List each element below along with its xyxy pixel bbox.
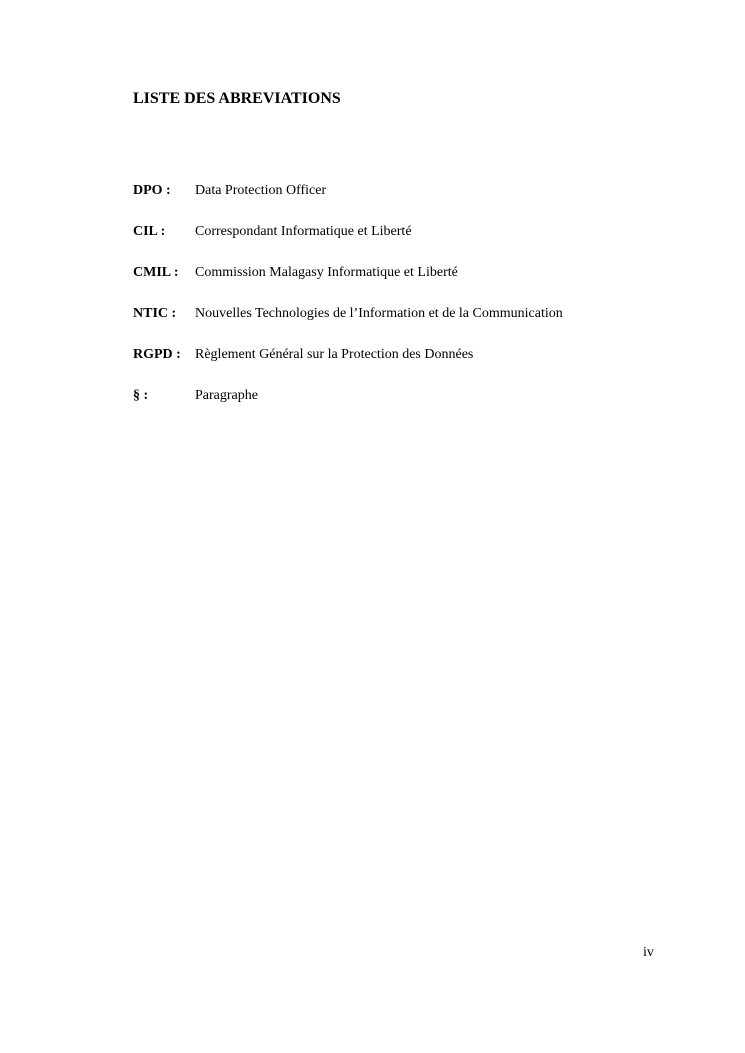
- abbreviation-term: DPO :: [133, 183, 171, 198]
- abbreviation-row-cmil: [133, 264, 563, 305]
- abbreviation-row-ntic: [133, 305, 563, 346]
- abbreviation-row-dpo: [133, 182, 563, 223]
- abbreviation-term: RGPD :: [133, 347, 181, 362]
- abbreviation-row-paragraph: [133, 387, 563, 428]
- abbreviation-list: [133, 182, 563, 428]
- abbreviation-row-rgpd: [133, 346, 563, 387]
- abbreviation-row-cil: [133, 223, 563, 264]
- abbreviation-definition: Correspondant Informatique et Liberté: [195, 224, 412, 239]
- abbreviation-definition: Data Protection Officer: [195, 183, 327, 198]
- page-number: iv: [643, 945, 654, 960]
- abbreviation-term: CMIL :: [133, 265, 179, 280]
- page-title: LISTE DES ABREVIATIONS: [133, 90, 341, 107]
- abbreviation-definition: Commission Malagasy Informatique et Liberté: [195, 265, 458, 280]
- abbreviation-definition: Règlement Général sur la Protection des Données: [195, 347, 474, 362]
- abbreviation-term: NTIC :: [133, 306, 177, 321]
- abbreviation-definition: Nouvelles Technologies de l’Information et de la Communication: [195, 306, 563, 321]
- abbreviation-term: CIL :: [133, 224, 166, 239]
- abbreviation-term: § :: [133, 388, 149, 403]
- abbreviation-definition: Paragraphe: [195, 388, 258, 403]
